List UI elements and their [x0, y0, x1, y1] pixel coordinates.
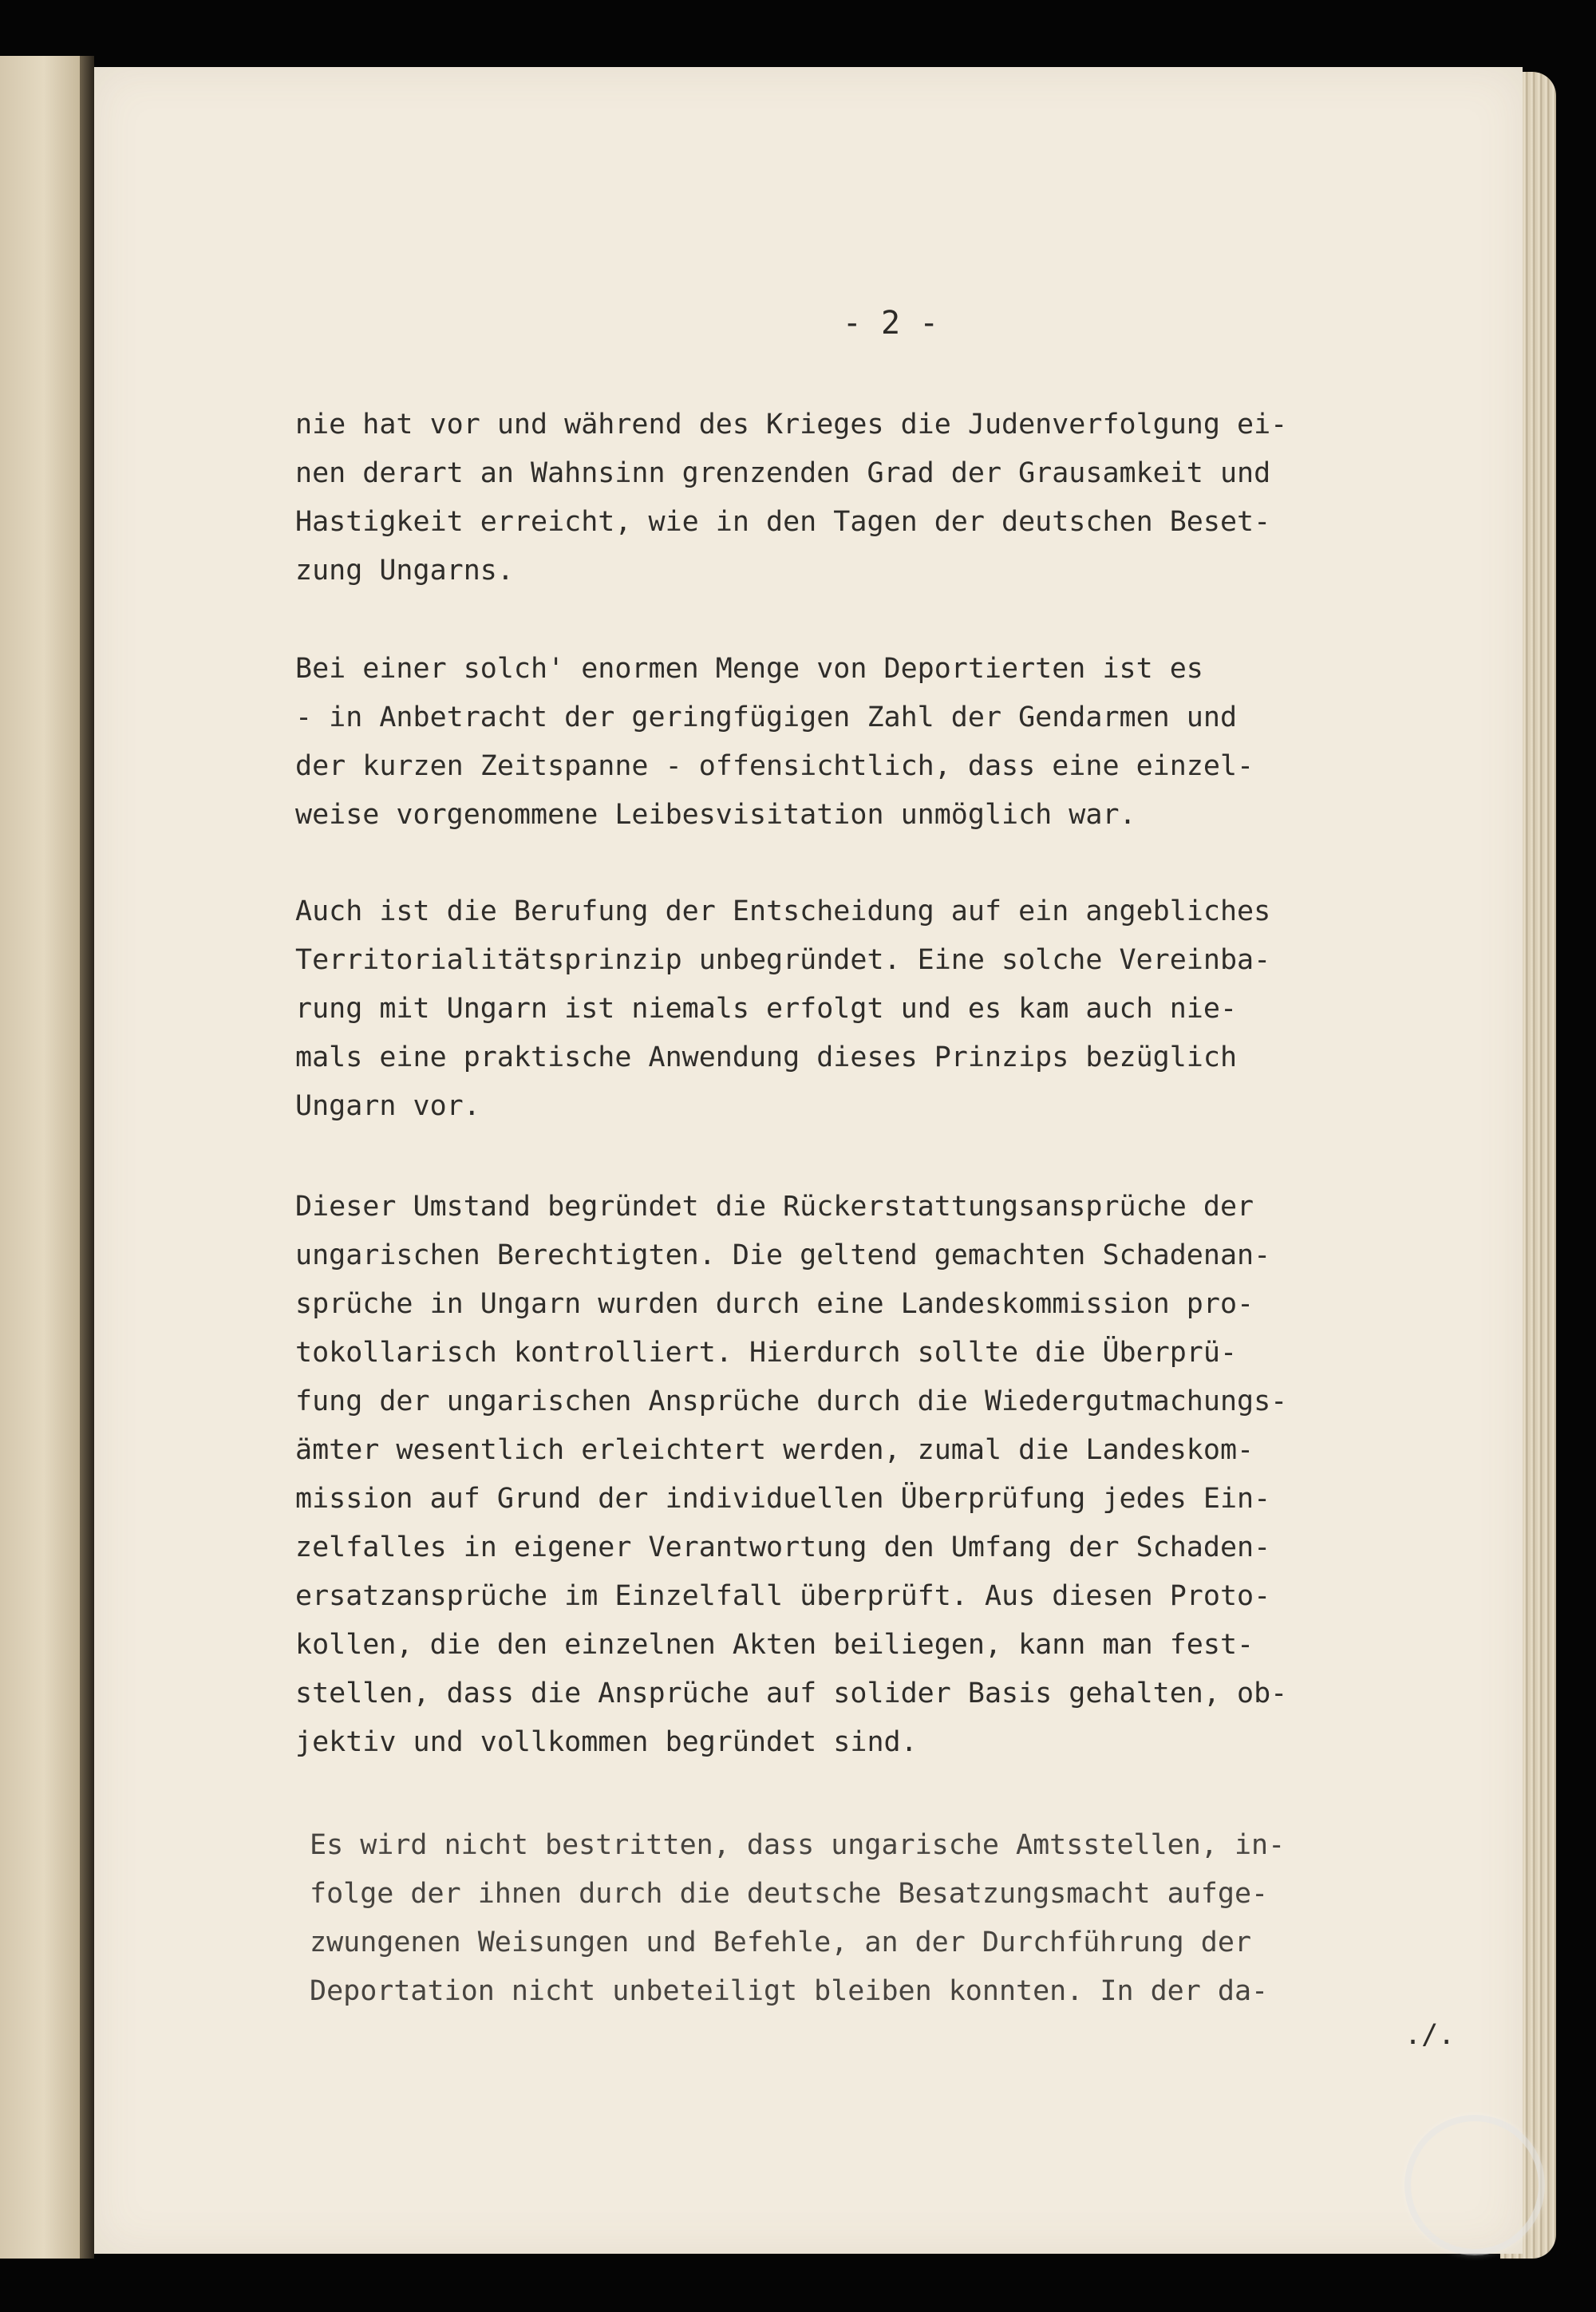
- text-line: ersatzansprüche im Einzelfall überprüft. Aus diesen Proto-: [295, 1580, 1271, 1612]
- text-line: rung mit Ungarn ist niemals erfolgt und es kam auch nie-: [295, 993, 1238, 1025]
- text-line: fung der ungarischen Ansprüche durch die Wiedergutmachungs-: [295, 1385, 1288, 1417]
- paragraph-4: [295, 1183, 1596, 1767]
- text-line: sprüche in Ungarn wurden durch eine Landeskommission pro-: [295, 1288, 1254, 1320]
- text-line: Hastigkeit erreicht, wie in den Tagen der deutschen Beset-: [295, 506, 1271, 538]
- text-line: Dieser Umstand begründet die Rückerstattungsansprüche der: [295, 1191, 1254, 1223]
- text-line: ämter wesentlich erleichtert werden, zumal die Landeskom-: [295, 1434, 1254, 1466]
- text-line: weise vorgenommene Leibesvisitation unmöglich war.: [295, 799, 1136, 831]
- text-line: zung Ungarns.: [295, 555, 514, 587]
- text-line: - in Anbetracht der geringfügigen Zahl der Gendarmen und: [295, 702, 1238, 733]
- text-line: Territorialitätsprinzip unbegründet. Eine solche Vereinba-: [295, 944, 1271, 976]
- document-page: [94, 67, 1523, 2254]
- text-line: Bei einer solch' enormen Menge von Deportierten ist es: [295, 653, 1203, 685]
- paragraph-1: [295, 401, 1596, 595]
- text-line: kollen, die den einzelnen Akten beiliegen, kann man fest-: [295, 1629, 1254, 1661]
- continuation-mark: ./.: [1404, 2019, 1456, 2051]
- text-line: zwungenen Weisungen und Befehle, an der Durchführung der: [310, 1927, 1252, 1958]
- text-line: mission auf Grund der individuellen Überprüfung jedes Ein-: [295, 1483, 1271, 1515]
- text-line: Es wird nicht bestritten, dass ungarische Amtsstellen, in-: [310, 1829, 1286, 1861]
- text-line: folge der ihnen durch die deutsche Besatzungsmacht aufge-: [310, 1878, 1269, 1910]
- text-line: zelfalles in eigener Verantwortung den Umfang der Schaden-: [295, 1531, 1271, 1563]
- paragraph-2: [295, 645, 1596, 840]
- text-line: nen derart an Wahnsinn grenzenden Grad der Grausamkeit und: [295, 457, 1271, 489]
- book-gutter: [80, 56, 94, 2259]
- text-line: mals eine praktische Anwendung dieses Prinzips bezüglich: [295, 1041, 1238, 1073]
- page-number: - 2 -: [842, 305, 939, 342]
- text-line: Deportation nicht unbeteiligt bleiben konnten. In der da-: [310, 1975, 1269, 2007]
- text-line: Auch ist die Berufung der Entscheidung auf ein angebliches: [295, 895, 1271, 927]
- text-line: tokollarisch kontrolliert. Hierdurch sollte die Überprü-: [295, 1337, 1238, 1369]
- paragraph-5: [310, 1821, 1596, 2016]
- text-line: ungarischen Berechtigten. Die geltend gemachten Schadenan-: [295, 1239, 1271, 1271]
- text-line: nie hat vor und während des Krieges die Judenverfolgung ei-: [295, 409, 1288, 441]
- facing-page-edge: [0, 56, 82, 2259]
- paper-clip-icon: [1404, 2115, 1545, 2255]
- paragraph-3: [295, 887, 1596, 1131]
- text-line: der kurzen Zeitspanne - offensichtlich, dass eine einzel-: [295, 750, 1254, 782]
- text-line: stellen, dass die Ansprüche auf solider Basis gehalten, ob-: [295, 1678, 1288, 1709]
- text-line: Ungarn vor.: [295, 1090, 480, 1122]
- text-line: jektiv und vollkommen begründet sind.: [295, 1726, 918, 1758]
